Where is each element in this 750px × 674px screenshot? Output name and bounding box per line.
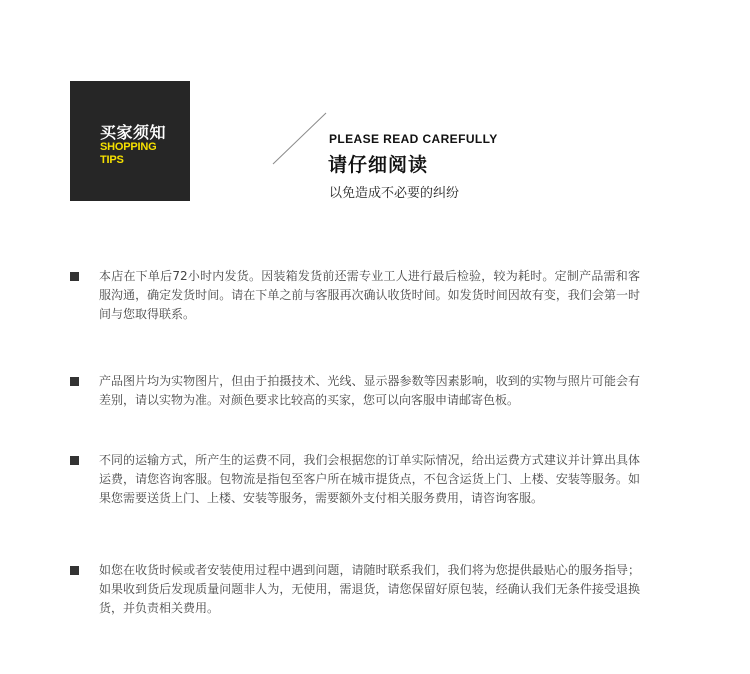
bullet-square-icon [70,566,79,575]
notice-text: 如您在收货时候或者安装使用过程中遇到问题，请随时联系我们，我们将为您提供最贴心的服务指导；如果收到货后发现质量问题非人为，无使用，需退货，请您保留好原包装，经确认我们无条件接受退换货，并负责相关费用。 [99,563,640,615]
badge-title-en-line2: TIPS [100,154,124,166]
heading-english: PLEASE READ CAREFULLY [329,132,498,146]
notice-text: 不同的运输方式，所产生的运费不同，我们会根据您的订单实际情况，给出运费方式建议并计算出具体运费，请您咨询客服。包物流是指包至客户所在城市提货点，不包含运货上门、上楼、安装等服务。如果您需要送货上门、上楼、安装等服务，需要额外支付相关服务费用，请咨询客服。 [99,453,640,505]
bullet-square-icon [70,456,79,465]
bullet-square-icon [70,377,79,386]
bullet-square-icon [70,272,79,281]
notice-item [70,267,640,324]
notice-item [70,372,640,410]
notice-item [70,451,640,508]
badge-title-en-line1: SHOPPING [100,141,157,153]
shopping-tips-badge [70,81,190,201]
notice-text: 本店在下单后72小时内发货。因装箱发货前还需专业工人进行最后检验，较为耗时。定制产品需和客服沟通，确定发货时间。请在下单之前与客服再次确认收货时间。如发货时间因故有变，我们会第一时间与您取得联系。 [99,269,640,321]
diagonal-divider [272,112,328,166]
heading-chinese: 请仔细阅读 [328,154,429,176]
badge-title-en [100,141,156,167]
notice-item [70,561,640,618]
heading-subtitle: 以免造成不必要的纠纷 [329,186,460,201]
notice-text: 产品图片均为实物图片，但由于拍摄技术、光线、显示器参数等因素影响，收到的实物与照片可能会有差别，请以实物为准。对颜色要求比较高的买家，您可以向客服申请邮寄色板。 [99,374,640,407]
badge-title-cn: 买家须知 [100,123,167,142]
